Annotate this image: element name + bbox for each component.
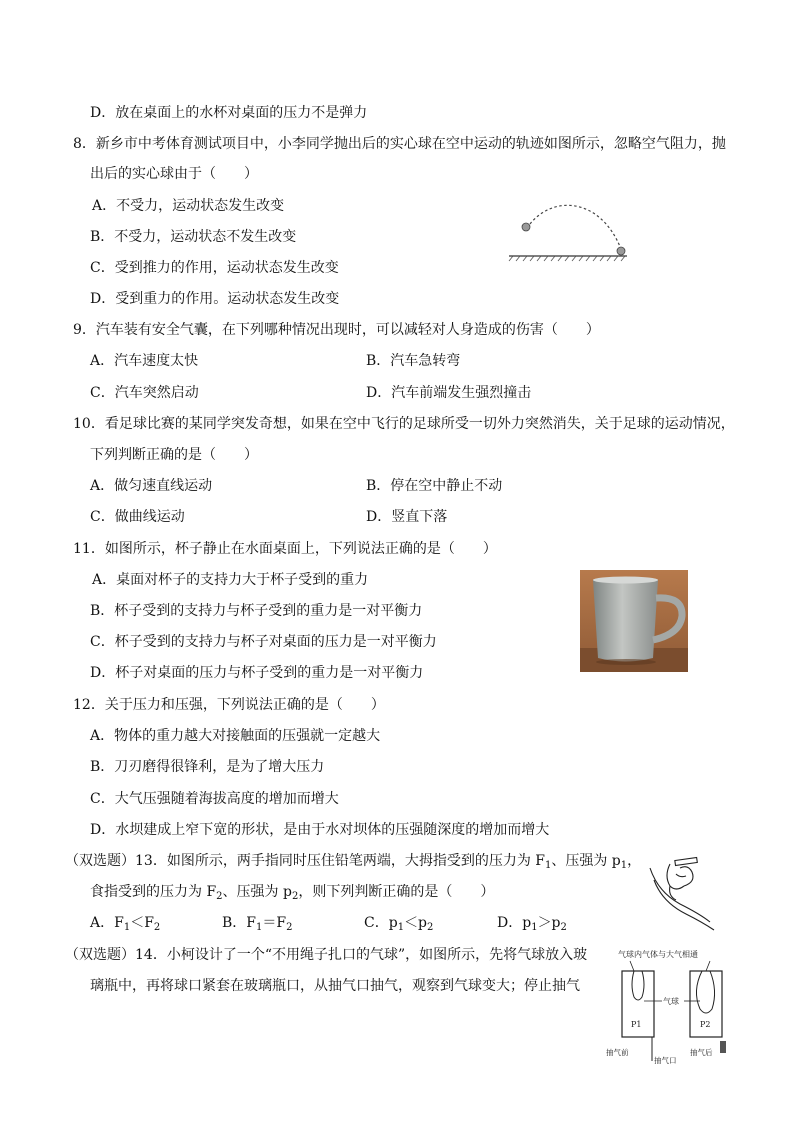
q13-option-d: D．$p_1>p_2$ [497, 915, 567, 933]
fig-label-p1: P1 [631, 1020, 642, 1029]
fig-label-before: 抽气前 [606, 1048, 629, 1057]
q11-option-b: B．杯子受到的支持力与杯子受到的重力是一对平衡力 [90, 603, 423, 619]
balloon-bottle-figure [604, 945, 730, 1067]
q10-option-b: B．停在空中静止不动 [366, 478, 503, 494]
q14-stem-line2: 璃瓶中，再将球口紧套在玻璃瓶口，从抽气口抽气，观察到气球变大；停止抽气 [90, 978, 580, 994]
cup-photo [580, 570, 688, 672]
q10-stem-line1: 10．看足球比赛的某同学突发奇想，如果在空中飞行的足球所受一切外力突然消失，关于足球的运动情况， [73, 416, 735, 432]
q12-stem: 12．关于压力和压强，下列说法正确的是（ ） [73, 697, 385, 713]
q9-option-d: D．汽车前端发生强烈撞击 [366, 385, 532, 401]
q10-option-d: D．竖直下落 [366, 509, 448, 525]
q13-stem-line2: 食指受到的压力为 $F_2$、压强为 $p_2$，则下列判断正确的是（ ） [90, 884, 495, 902]
ball-trajectory-figure [505, 200, 630, 262]
q7-option-d: D．放在桌面上的水杯对桌面的压力不是弹力 [90, 105, 368, 121]
q11-stem: 11．如图所示，杯子静止在水面桌面上，下列说法正确的是（ ） [73, 541, 497, 557]
q8-stem-line1: 8．新乡市中考体育测试项目中，小李同学抛出后的实心球在空中运动的轨迹如图所示，忽略空气阻力，抛 [73, 136, 726, 152]
q13-option-b: B．$F_1=F_2$ [222, 915, 293, 933]
fig-label-balloon: 气球 [663, 997, 679, 1006]
q8-option-c: C．受到推力的作用，运动状态发生改变 [90, 260, 339, 276]
q8-option-a: A．不受力，运动状态发生改变 [92, 198, 285, 214]
q9-stem: 9．汽车装有安全气囊，在下列哪种情况出现时，可以减轻对人身造成的伤害（ ） [73, 322, 600, 338]
q11-option-d: D．杯子对桌面的压力与杯子受到的重力是一对平衡力 [90, 665, 424, 681]
q13-option-a: A．$F_1<F_2$ [90, 915, 161, 933]
q8-option-d: D．受到重力的作用。运动状态发生改变 [90, 291, 340, 307]
q9-option-b: B．汽车急转弯 [366, 353, 461, 369]
q10-stem-line2: 下列判断正确的是（ ） [90, 447, 258, 463]
q9-option-a: A．汽车速度太快 [90, 353, 199, 369]
q13-option-c: C．$p_1<p_2$ [364, 915, 434, 933]
q11-option-a: A．桌面对杯子的支持力大于杯子受到的重力 [92, 572, 369, 588]
fig-label-after: 抽气后 [690, 1048, 713, 1057]
fig-label-port: 抽气口 [654, 1056, 677, 1065]
q10-option-c: C．做曲线运动 [90, 509, 185, 525]
q13-stem-line1: （双选题）13．如图所示，两手指同时压住铅笔两端，大拇指受到的压力为 $F_1$、压强为 $p_1$， [65, 853, 642, 871]
q8-stem-line2: 出后的实心球由于（ ） [90, 166, 258, 182]
q8-option-b: B．不受力，运动状态不发生改变 [90, 229, 297, 245]
hand-pencil-figure [640, 852, 724, 934]
q12-option-c: C．大气压强随着海拔高度的增加而增大 [90, 791, 339, 807]
q12-option-b: B．刀刃磨得很锋利，是为了增大压力 [90, 759, 325, 775]
q12-option-a: A．物体的重力越大对接触面的压强就一定越大 [90, 728, 381, 744]
fig-label-top: 气球内气体与大气相通 [618, 950, 698, 959]
fig-label-p2: P2 [700, 1020, 711, 1029]
q14-stem-line1: （双选题）14．小柯设计了一个“不用绳子扎口的气球”，如图所示，先将气球放入玻 [65, 947, 588, 963]
q10-option-a: A．做匀速直线运动 [90, 478, 213, 494]
q11-option-c: C．杯子受到的支持力与杯子对桌面的压力是一对平衡力 [90, 634, 437, 650]
q9-option-c: C．汽车突然启动 [90, 385, 199, 401]
q12-option-d: D．水坝建成上窄下宽的形状，是由于水对坝体的压强随深度的增加而增大 [90, 822, 550, 838]
